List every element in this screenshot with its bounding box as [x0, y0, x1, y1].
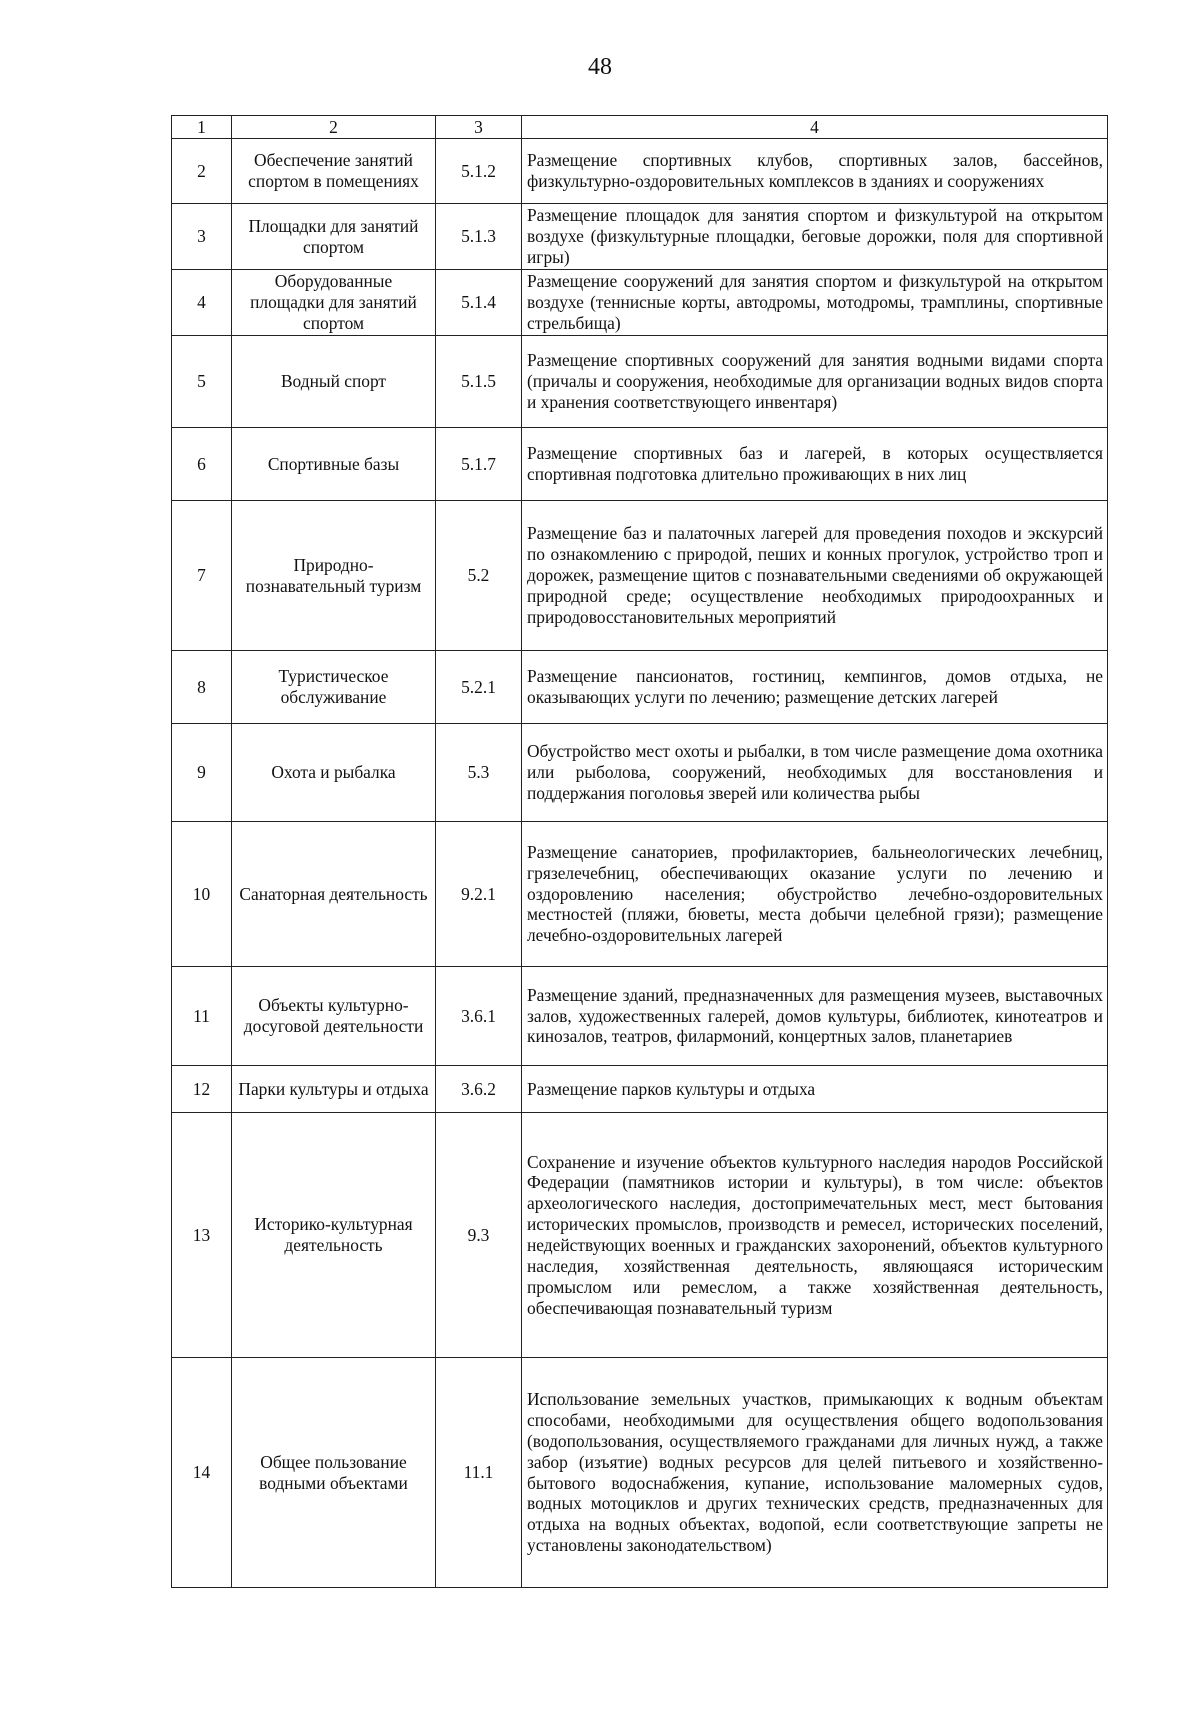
- use-description: Размещение баз и палаточных лагерей для проведения походов и экскурсий по ознакомлению с природой, пеших и конных прогулок, устройство троп и дорожек, размещение щитов с познавательными сведениями об окружающей природной среде; осуществление необходимых природоохранных и природовосстановительных мероприятий: [522, 501, 1108, 651]
- table-row: [172, 1066, 1108, 1113]
- table-row: [172, 651, 1108, 724]
- use-description: Размещение спортивных сооружений для занятия водными видами спорта (причалы и сооружения, необходимые для организации водных видов спорта и хранения соответствующего инвентаря): [522, 336, 1108, 428]
- use-type-name: Историко-культурная деятельность: [232, 1113, 436, 1358]
- row-number: 8: [172, 651, 232, 724]
- use-type-name: Парки культуры и отдыха: [232, 1066, 436, 1113]
- row-number: 7: [172, 501, 232, 651]
- use-type-name: Санаторная деятельность: [232, 822, 436, 967]
- row-number: 13: [172, 1113, 232, 1358]
- page-number: 48: [588, 54, 612, 80]
- classifier-code: 5.1.7: [436, 428, 522, 501]
- use-description: Размещение парков культуры и отдыха: [522, 1066, 1108, 1113]
- use-description: Обустройство мест охоты и рыбалки, в том числе размещение дома охотника или рыболова, сооружений, необходимых для восстановления и поддержания поголовья зверей или количества рыбы: [522, 724, 1108, 822]
- row-number: 5: [172, 336, 232, 428]
- row-number: 6: [172, 428, 232, 501]
- classifier-code: 5.1.2: [436, 139, 522, 204]
- use-type-name: Оборудованные площадки для занятий спортом: [232, 270, 436, 336]
- use-description: Размещение пансионатов, гостиниц, кемпингов, домов отдыха, не оказывающих услуги по лечению; размещение детских лагерей: [522, 651, 1108, 724]
- row-number: 11: [172, 967, 232, 1066]
- use-description: Использование земельных участков, примыкающих к водным объектам способами, необходимыми для осуществления общего водопользования (водопользования, осуществляемого гражданами для личных нужд, а также забор (изъятие) водных ресурсов для целей питьевого и хозяйственно-бытового водоснабжения, купание, использование маломерных судов, водных мотоциклов и других технических средств, предназначенных для отдыха на водных объектах, водопой, если соответствующие запреты не установлены законодательством): [522, 1358, 1108, 1588]
- row-number: 9: [172, 724, 232, 822]
- use-description: Размещение санаториев, профилакториев, бальнеологических лечебниц, грязелечебниц, обеспечивающих оказание услуги по лечению и оздоровлению населения; обустройство лечебно-оздоровительных местностей (пляжи, бюветы, места добычи целебной грязи); размещение лечебно-оздоровительных лагерей: [522, 822, 1108, 967]
- table-row: [172, 501, 1108, 651]
- table-row: [172, 1358, 1108, 1588]
- classifier-code: 5.1.4: [436, 270, 522, 336]
- classifier-code: 3.6.2: [436, 1066, 522, 1113]
- use-type-name: Охота и рыбалка: [232, 724, 436, 822]
- header-col-3: 3: [436, 116, 522, 139]
- use-description: Размещение спортивных клубов, спортивных залов, бассейнов, физкультурно-оздоровительных комплексов в зданиях и сооружениях: [522, 139, 1108, 204]
- use-description: Размещение спортивных баз и лагерей, в которых осуществляется спортивная подготовка длительно проживающих в них лиц: [522, 428, 1108, 501]
- use-type-name: Общее пользование водными объектами: [232, 1358, 436, 1588]
- use-description: Размещение сооружений для занятия спортом и физкультурой на открытом воздухе (теннисные корты, автодромы, мотодромы, трамплины, спортивные стрельбища): [522, 270, 1108, 336]
- use-description: Размещение площадок для занятия спортом и физкультурой на открытом воздухе (физкультурные площадки, беговые дорожки, поля для спортивной игры): [522, 204, 1108, 270]
- header-col-4: 4: [522, 116, 1108, 139]
- row-number: 12: [172, 1066, 232, 1113]
- table-row: [172, 967, 1108, 1066]
- table-row: [172, 428, 1108, 501]
- use-description: Сохранение и изучение объектов культурного наследия народов Российской Федерации (памятников истории и культуры), в том числе: объектов археологического наследия, достопримечательных мест, мест бытования исторических промыслов, производств и ремесел, исторических поселений, недействующих военных и гражданских захоронений, объектов культурного наследия, хозяйственная деятельность, являющаяся историческим промыслом или ремеслом, а также хозяйственная деятельность, обеспечивающая познавательный туризм: [522, 1113, 1108, 1358]
- classifier-code: 5.2.1: [436, 651, 522, 724]
- row-number: 3: [172, 204, 232, 270]
- row-number: 4: [172, 270, 232, 336]
- use-description: Размещение зданий, предназначенных для размещения музеев, выставочных залов, художественных галерей, домов культуры, библиотек, кинотеатров и кинозалов, театров, филармоний, концертных залов, планетариев: [522, 967, 1108, 1066]
- row-number: 14: [172, 1358, 232, 1588]
- classifier-code: 3.6.1: [436, 967, 522, 1066]
- classifier-code: 5.1.5: [436, 336, 522, 428]
- header-col-2: 2: [232, 116, 436, 139]
- use-type-name: Природно-познавательный туризм: [232, 501, 436, 651]
- table-row: [172, 1113, 1108, 1358]
- classifier-code: 5.3: [436, 724, 522, 822]
- header-col-1: 1: [172, 116, 232, 139]
- table-header-row: [172, 116, 1108, 139]
- table-row: [172, 336, 1108, 428]
- table-row: [172, 204, 1108, 270]
- use-type-name: Площадки для занятий спортом: [232, 204, 436, 270]
- use-type-name: Обеспечение занятий спортом в помещениях: [232, 139, 436, 204]
- land-use-table: [171, 115, 1108, 1588]
- row-number: 2: [172, 139, 232, 204]
- table-row: [172, 270, 1108, 336]
- classifier-code: 5.2: [436, 501, 522, 651]
- table-row: [172, 139, 1108, 204]
- classifier-code: 5.1.3: [436, 204, 522, 270]
- use-type-name: Спортивные базы: [232, 428, 436, 501]
- row-number: 10: [172, 822, 232, 967]
- use-type-name: Объекты культурно-досуговой деятельности: [232, 967, 436, 1066]
- table-row: [172, 724, 1108, 822]
- classifier-code: 9.2.1: [436, 822, 522, 967]
- classifier-code: 11.1: [436, 1358, 522, 1588]
- use-type-name: Туристическое обслуживание: [232, 651, 436, 724]
- classifier-code: 9.3: [436, 1113, 522, 1358]
- use-type-name: Водный спорт: [232, 336, 436, 428]
- table-row: [172, 822, 1108, 967]
